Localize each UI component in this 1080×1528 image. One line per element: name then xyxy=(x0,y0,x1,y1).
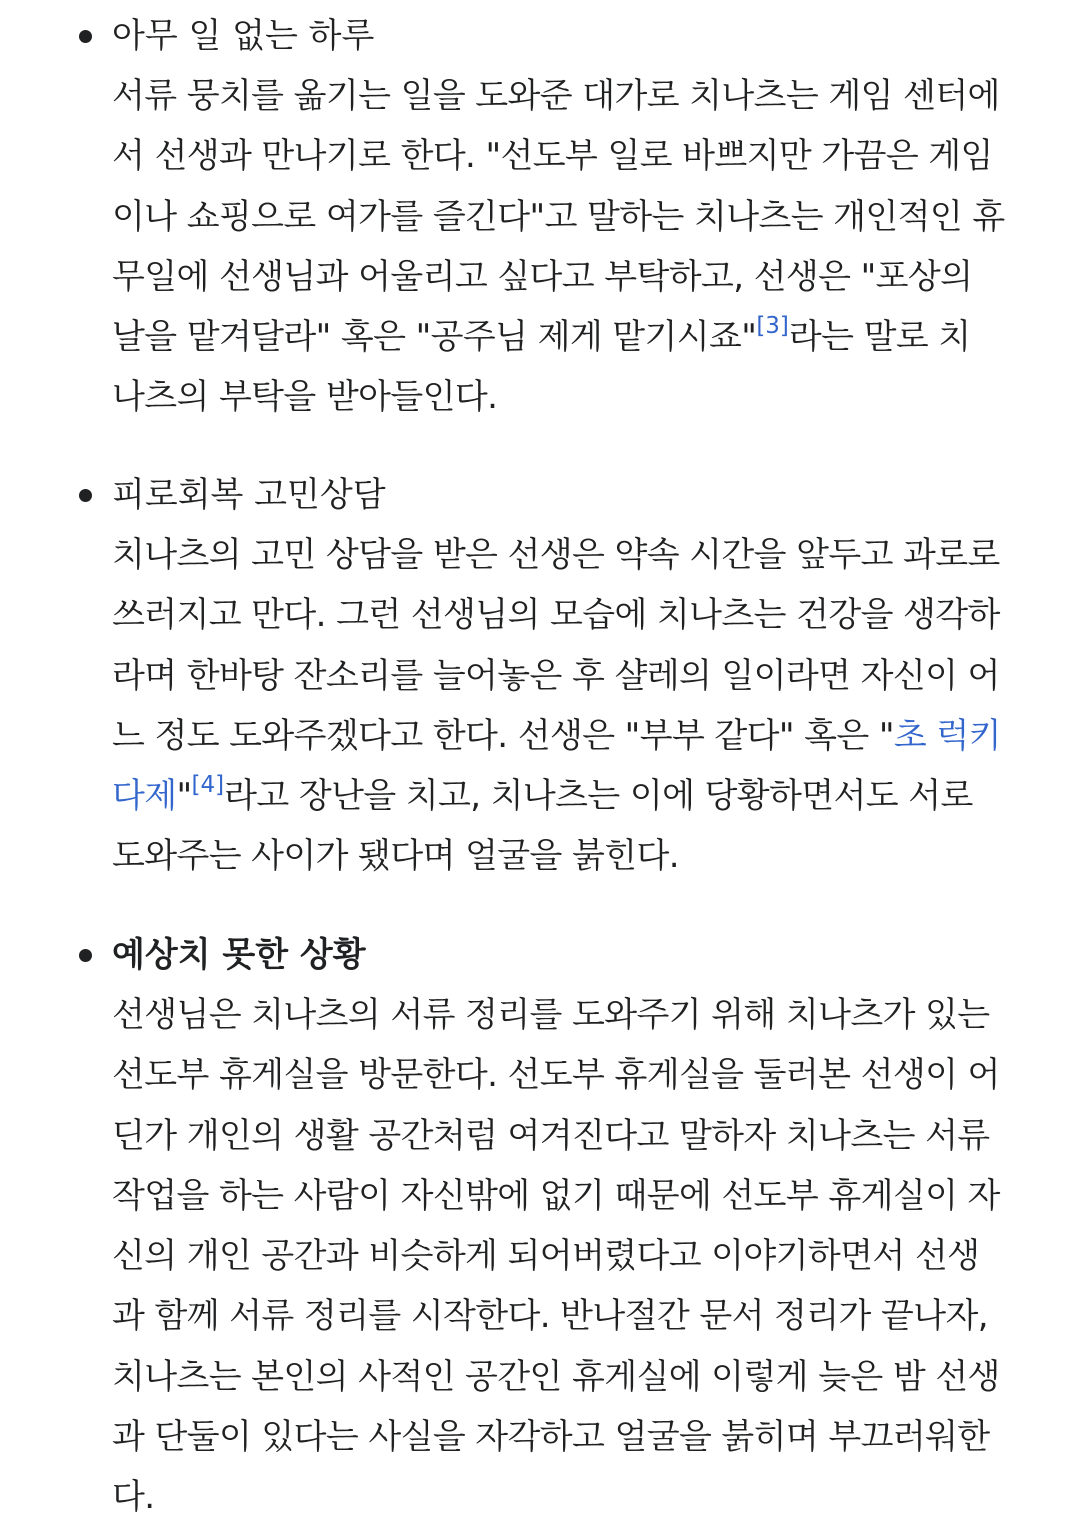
bullet-icon xyxy=(79,30,92,43)
text-segment: " xyxy=(176,776,192,817)
text-line: 무일에 선생님과 어울리고 싶다고 부탁하고, 선생은 "포상의 xyxy=(112,256,973,297)
list-item xyxy=(112,465,1052,887)
item-title: 피로회복 고민상담 xyxy=(112,475,386,515)
text-line: 과 단둘이 있다는 사실을 자각하고 얼굴을 붉히며 부끄러워한 xyxy=(112,1417,990,1458)
text-line: 도와주는 사이가 됐다며 얼굴을 붉힌다. xyxy=(112,836,679,877)
reference-link[interactable]: [4] xyxy=(191,772,225,799)
text-line: 서류 뭉치를 옮기는 일을 도와준 대가로 치나츠는 게임 센터에 xyxy=(112,76,1000,116)
text-line: 이나 쇼핑으로 여가를 즐긴다"고 말하는 치나츠는 개인적인 휴 xyxy=(112,196,1005,237)
text-line: 선생님은 치나츠의 서류 정리를 도와주기 위해 치나츠가 있는 xyxy=(112,995,990,1035)
text-line: 딘가 개인의 생활 공간처럼 여겨진다고 말하자 치나츠는 서류 xyxy=(112,1115,990,1156)
bullet-icon xyxy=(79,949,92,962)
wiki-link[interactable]: 초 럭키 xyxy=(893,715,1001,756)
text-line: 라며 한바탕 잔소리를 늘어놓은 후 샬레의 일이라면 자신이 어 xyxy=(112,655,1000,696)
text-line: 치나츠의 고민 상담을 받은 선생은 약속 시간을 앞두고 과로로 xyxy=(112,535,1000,575)
text-line: 신의 개인 공간과 비슷하게 되어버렸다고 이야기하면서 선생 xyxy=(112,1236,980,1277)
item-description xyxy=(112,985,1052,1528)
text-line xyxy=(112,766,1052,826)
wiki-link[interactable]: 다제 xyxy=(112,776,177,817)
text-line xyxy=(112,706,1052,766)
text-line: 과 함께 서류 정리를 시작한다. 반나절간 문서 정리가 끝나자, xyxy=(112,1296,988,1337)
reference-link[interactable]: [3] xyxy=(756,313,789,340)
item-title: 예상치 못한 상황 xyxy=(112,935,366,975)
list-item xyxy=(112,925,1052,1528)
text-line: 서 선생과 만나기로 한다. "선도부 일로 바쁘지만 가끔은 게임 xyxy=(112,136,993,177)
text-line: 나츠의 부탁을 받아들인다. xyxy=(112,377,498,418)
list-item xyxy=(112,6,1052,428)
text-line: 다. xyxy=(112,1477,155,1518)
text-segment: 라는 말로 치 xyxy=(788,317,971,358)
text-line: 선도부 휴게실을 방문한다. 선도부 휴게실을 둘러본 선생이 어 xyxy=(112,1055,1000,1096)
text-line: 쓰러지고 만다. 그런 선생님의 모습에 치나츠는 건강을 생각하 xyxy=(112,595,1000,636)
text-line xyxy=(112,307,1052,367)
text-line: 작업을 하는 사람이 자신밖에 없기 때문에 선도부 휴게실이 자 xyxy=(112,1175,1000,1216)
text-segment: 라고 장난을 치고, 치나츠는 이에 당황하면서도 서로 xyxy=(224,776,973,817)
text-segment: 느 정도 도와주겠다고 한다. 선생은 "부부 같다" 혹은 " xyxy=(112,715,894,756)
item-description xyxy=(112,66,1052,428)
text-line: 치나츠는 본인의 사적인 공간인 휴게실에 이렇게 늦은 밤 선생 xyxy=(112,1356,1000,1397)
item-title: 아무 일 없는 하루 xyxy=(112,16,375,56)
item-description xyxy=(112,525,1052,887)
text-segment: 날을 맡겨달라" 혹은 "공주님 제게 맡기시죠" xyxy=(112,317,757,358)
bullet-icon xyxy=(79,489,92,502)
